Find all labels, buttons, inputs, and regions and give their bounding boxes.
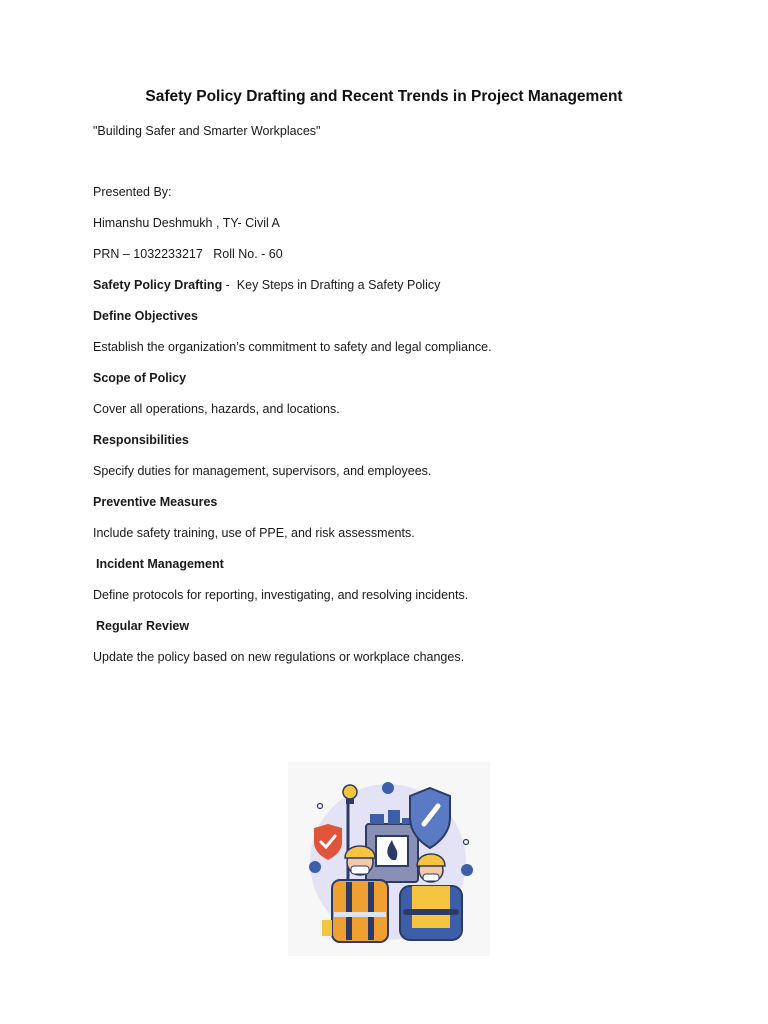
section-heading-rest: - Key Steps in Drafting a Safety Policy bbox=[222, 278, 441, 292]
step-heading: Scope of Policy bbox=[93, 371, 187, 385]
step-text: Specify duties for management, supervisors, and employees. bbox=[93, 464, 432, 478]
step-text: Update the policy based on new regulations or workplace changes. bbox=[93, 650, 465, 664]
presented-by-label: Presented By: bbox=[93, 185, 172, 199]
section-heading-bold: Safety Policy Drafting bbox=[93, 278, 223, 292]
safety-workers-illustration bbox=[288, 762, 490, 956]
step-heading: Responsibilities bbox=[93, 433, 189, 447]
step-heading: Define Objectives bbox=[93, 309, 198, 323]
prn-line: PRN – 1032233217 Roll No. - 60 bbox=[93, 247, 283, 261]
step-text: Cover all operations, hazards, and locations. bbox=[93, 402, 340, 416]
step-heading: Regular Review bbox=[96, 619, 190, 633]
step-text: Include safety training, use of PPE, and risk assessments. bbox=[93, 526, 415, 540]
author-line: Himanshu Deshmukh , TY- Civil A bbox=[93, 216, 280, 230]
tagline: "Building Safer and Smarter Workplaces" bbox=[93, 124, 321, 138]
step-heading: Preventive Measures bbox=[93, 495, 218, 509]
step-text: Establish the organization’s commitment to safety and legal compliance. bbox=[93, 340, 492, 354]
step-text: Define protocols for reporting, investigating, and resolving incidents. bbox=[93, 588, 469, 602]
page-title: Safety Policy Drafting and Recent Trends in Project Management bbox=[145, 88, 623, 105]
section-heading bbox=[93, 278, 440, 292]
step-heading: Incident Management bbox=[96, 557, 224, 571]
